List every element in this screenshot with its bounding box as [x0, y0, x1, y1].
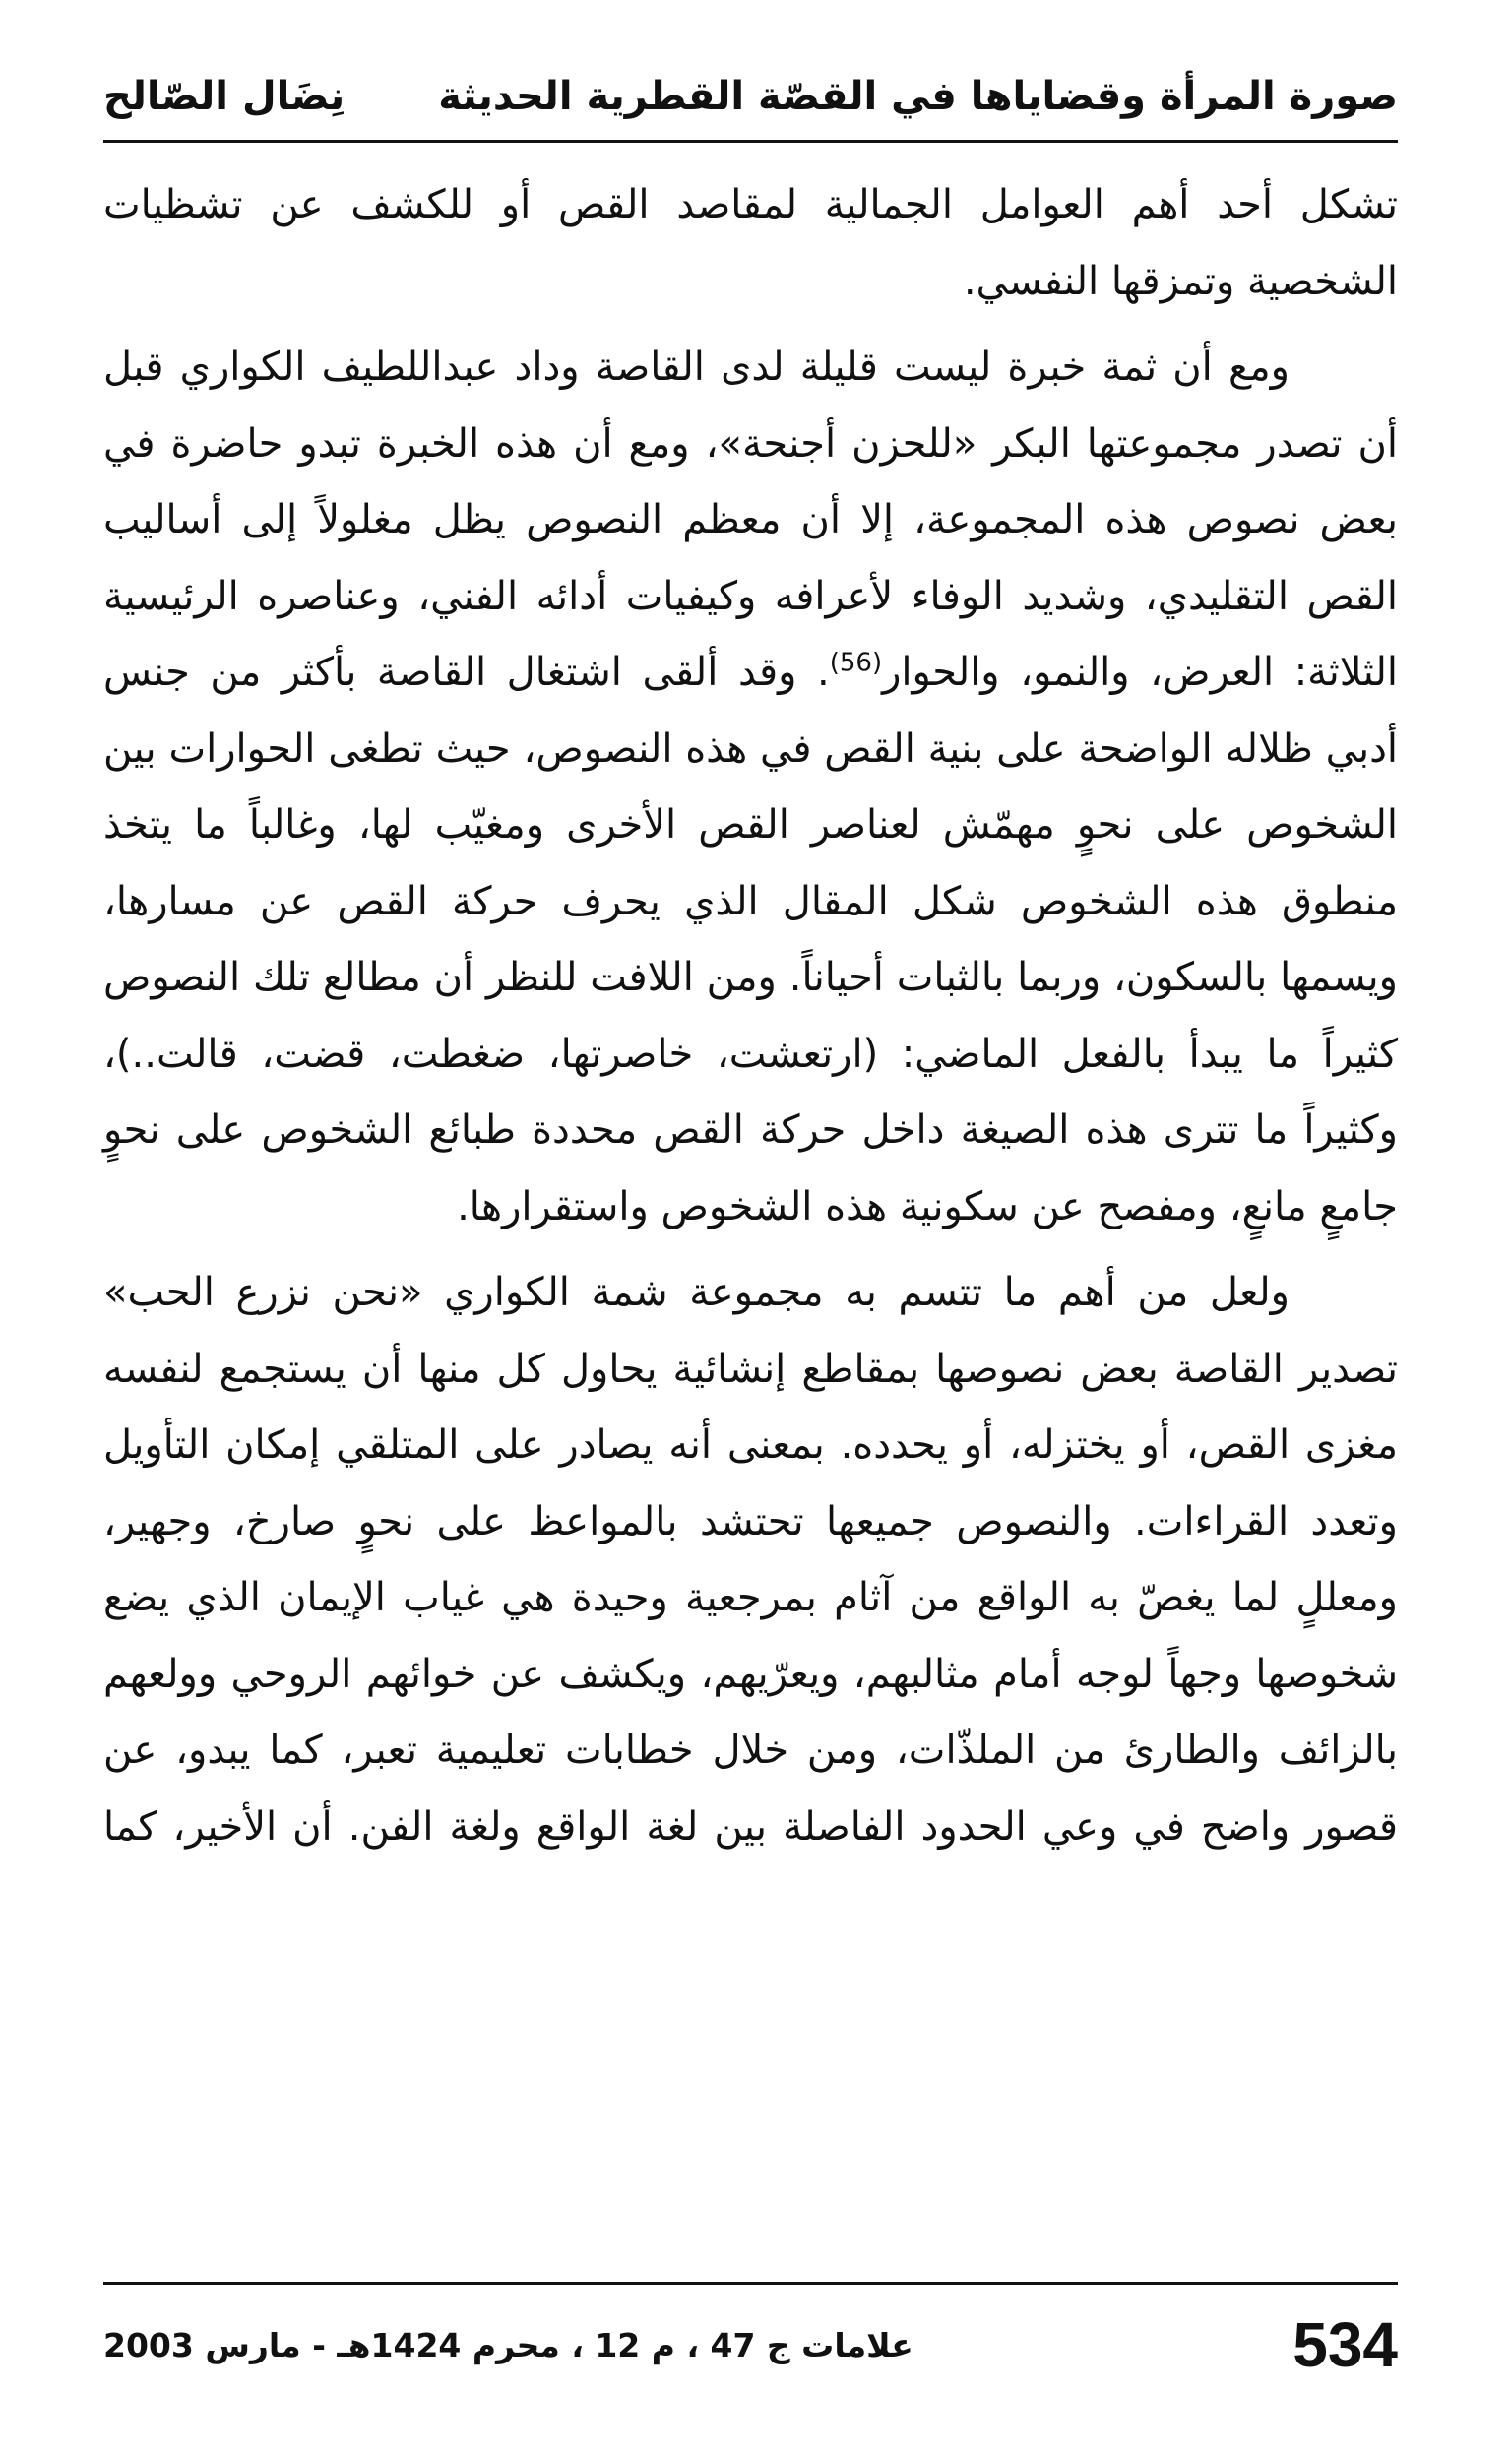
article-body	[103, 167, 1398, 1875]
paragraph-3	[103, 1255, 1398, 1865]
journal-citation: علامات ج 47 ، م 12 ، محرم 1424هـ - مارس 2003	[103, 2325, 914, 2364]
paragraph-1	[103, 167, 1398, 320]
paragraph-text: ولعل من أهم ما تتسم به مجموعة شمة الكواري «نحن نزرع الحب» تصدير القاصة بعض نصوصها بمقاطع إنشائية يحاول كل منها أن يستجمع لنفسه مغزى القص، أو يختزله، أو يحدده. بمعنى أنه يصادر على المتلقي إمكان التأويل وتعدد القراءات. والنصوص جميعها تحتشد بالمواعظ على نحوٍ صارخ، وجهير، ومعللٍ لما يغصّ به الواقع من آثام بمرجعية وحيدة هي غياب الإيمان الذي يضع شخوصها وجهاً لوجه أمام مثالبهم، ويعرّيهم، ويكشف عن خوائهم الروحي وولعهم بالزائف والطارئ من الملذّات، ومن خلال خطابات تعليمية تعبر، كما يبدو، عن قصور واضح في وعي الحدود الفاصلة بين لغة الواقع ولغة الفن. أن الأخير، كما	[103, 1270, 1398, 1850]
paragraph-text: تشكل أحد أهم العوامل الجمالية لمقاصد القص أو للكشف عن تشظيات الشخصية وتمزقها النفسي.	[103, 182, 1398, 304]
document-page	[103, 0, 1398, 2457]
page-number: 534	[1292, 2309, 1398, 2380]
paragraph-text-continued: . وقد ألقى اشتغال القاصة بأكثر من جنس أدبي ظلاله الواضحة على بنية القص في هذه النصوص، حيث تطغى الحوارات بين الشخوص على نحوٍ مهمّش لعناصر القص الأخرى ومغيّب لها، وغالباً ما يتخذ منطوق هذه الشخوص شكل المقال الذي يحرف حركة القص عن مسارها، ويسمها بالسكون، وربما بالثبات أحياناً. ومن اللافت للنظر أن مطالع تلك النصوص كثيراً ما يبدأ بالفعل الماضي: (ارتعشت، خاصرتها، ضغطت، قضت، قالت..)، وكثيراً ما تترى هذه الصيغة داخل حركة القص محددة طبائع الشخوص على نحوٍ جامعٍ مانعٍ، ومفصح عن سكونية هذه الشخوص واستقرارها.	[103, 650, 1398, 1229]
paragraph-2	[103, 330, 1398, 1245]
footer-divider	[103, 2282, 1398, 2285]
article-title: صورة المرأة وقضاياها في القصّة القطرية الحديثة	[438, 74, 1398, 119]
footnote-marker: (56)	[829, 648, 883, 678]
author-name: نِضَال الصّالح	[103, 74, 346, 119]
paragraph-text: ومع أن ثمة خبرة ليست قليلة لدى القاصة وداد عبداللطيف الكواري قبل أن تصدر مجموعتها البكر «للحزن أجنحة»، ومع أن هذه الخبرة تبدو حاضرة في بعض نصوص هذه المجموعة، إلا أن معظم النصوص يظل مغلولاً إلى أساليب القص التقليدي، وشديد الوفاء لأعرافه وكيفيات أدائه الفني، وعناصره الرئيسية الثلاثة: العرض، والنمو، والحوار	[103, 345, 1399, 695]
running-header	[103, 57, 1398, 136]
header-divider	[103, 140, 1398, 143]
page-footer	[103, 2296, 1398, 2394]
